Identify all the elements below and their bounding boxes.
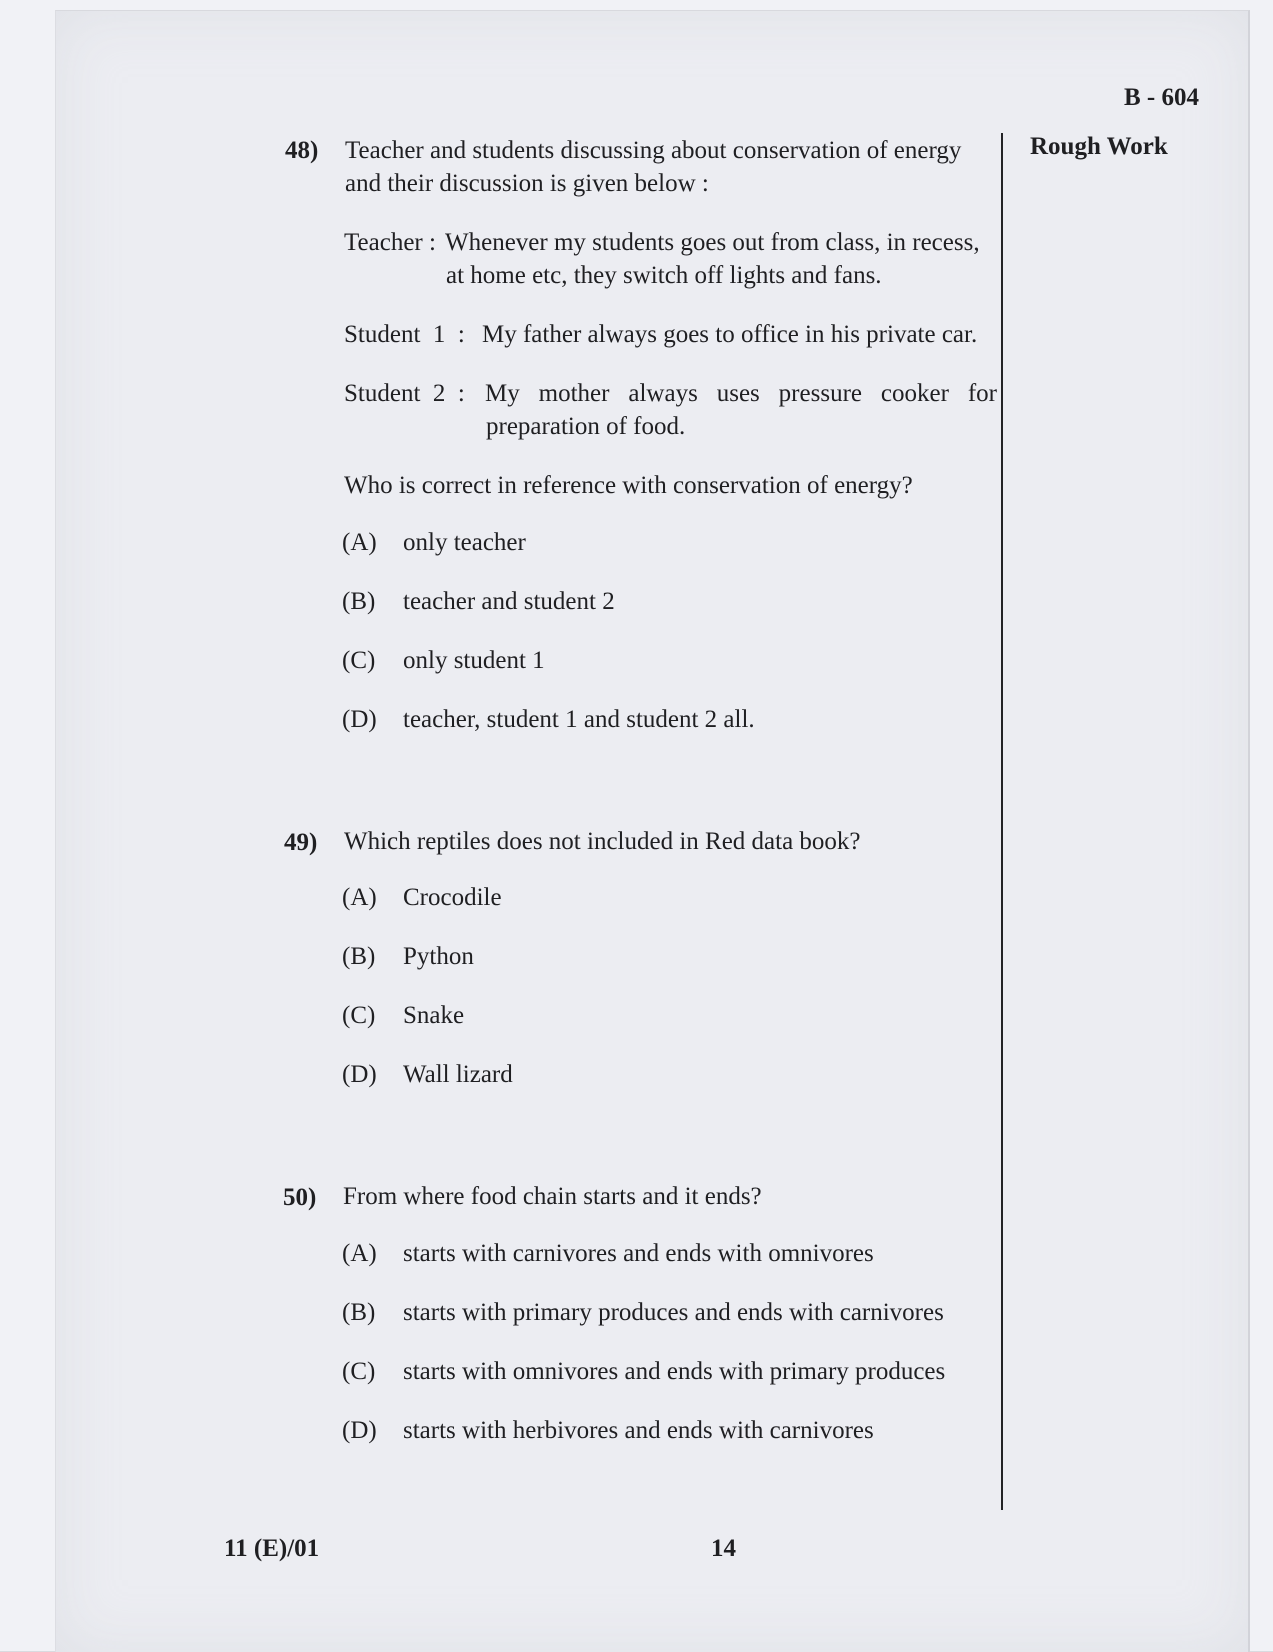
option-text: Wall lizard	[403, 1061, 513, 1088]
option-text: teacher, student 1 and student 2 all.	[403, 706, 755, 733]
student1-label: Student 1 :	[344, 321, 465, 348]
student2-line1: My mother always uses pressure cooker for	[485, 380, 997, 407]
teacher-line2: at home etc, they switch off lights and fans.	[446, 262, 882, 289]
option-text: teacher and student 2	[403, 588, 615, 615]
option-letter: (A)	[342, 884, 377, 911]
footer-paper-code: 11 (E)/01	[224, 1535, 320, 1562]
option-letter: (A)	[342, 1240, 377, 1267]
paper-code-header: B - 604	[1124, 84, 1199, 111]
footer-page-number: 14	[711, 1535, 736, 1562]
option-letter: (C)	[342, 1358, 376, 1385]
student2-line2: preparation of food.	[486, 413, 686, 440]
question-50-stem: From where food chain starts and it ends?	[343, 1183, 762, 1210]
option-letter: (B)	[342, 943, 376, 970]
question-48-stem-line1: Teacher and students discussing about conservation of energy	[345, 137, 962, 164]
option-text: only student 1	[403, 647, 545, 674]
column-divider	[1001, 133, 1003, 1510]
teacher-line1: Whenever my students goes out from class, in recess,	[445, 229, 980, 256]
option-text: Snake	[403, 1002, 465, 1029]
option-letter: (D)	[342, 706, 377, 733]
option-text: starts with carnivores and ends with omnivores	[403, 1240, 874, 1267]
question-48-prompt: Who is correct in reference with conservation of energy?	[344, 472, 913, 499]
option-letter: (A)	[342, 529, 377, 556]
option-text: starts with omnivores and ends with primary produces	[403, 1358, 946, 1385]
rough-work-label: Rough Work	[1030, 133, 1168, 160]
option-text: Crocodile	[403, 884, 502, 911]
option-letter: (B)	[342, 588, 376, 615]
question-number-50: 50)	[283, 1184, 317, 1211]
option-text: only teacher	[403, 529, 526, 556]
question-49-stem: Which reptiles does not included in Red data book?	[344, 828, 861, 855]
option-letter: (D)	[342, 1417, 377, 1444]
option-letter: (D)	[342, 1061, 377, 1088]
option-letter: (C)	[342, 1002, 376, 1029]
student2-label: Student 2 :	[344, 380, 465, 407]
option-text: starts with primary produces and ends with carnivores	[403, 1299, 944, 1326]
question-48-stem-line2: and their discussion is given below :	[345, 170, 709, 197]
student1-text: My father always goes to office in his private car.	[482, 321, 978, 348]
option-letter: (B)	[342, 1299, 376, 1326]
option-text: starts with herbivores and ends with carnivores	[403, 1417, 874, 1444]
question-number-48: 48)	[285, 137, 319, 164]
teacher-label: Teacher :	[344, 229, 436, 256]
option-letter: (C)	[342, 647, 376, 674]
option-text: Python	[403, 943, 474, 970]
question-number-49: 49)	[284, 829, 318, 856]
